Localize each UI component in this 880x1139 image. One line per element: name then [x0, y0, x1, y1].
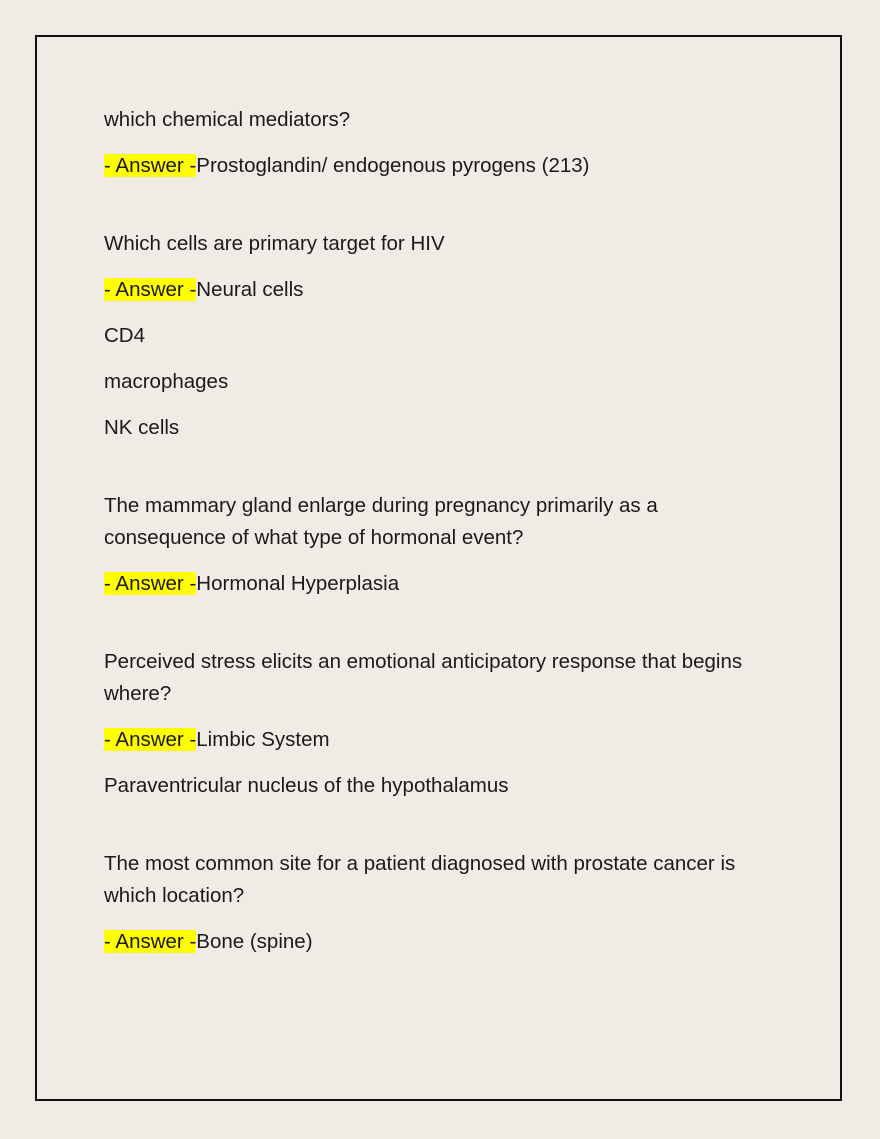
- answer-extra: macrophages: [104, 370, 229, 393]
- answer-line: [104, 724, 784, 756]
- answer-highlight: - Answer -: [104, 278, 197, 301]
- question-text: which chemical mediators?: [104, 108, 351, 131]
- answer-text: Neural cells: [196, 278, 304, 301]
- answer-text: Limbic System: [196, 728, 330, 751]
- answer-extra: NK cells: [104, 416, 180, 439]
- answer-line: [104, 926, 784, 958]
- question-text: The mammary gland enlarge during pregnancy primarily as a consequence of what type of hormonal event?: [104, 494, 658, 549]
- answer-extra: CD4: [104, 324, 146, 347]
- question-text: The most common site for a patient diagnosed with prostate cancer is which location?: [104, 852, 736, 907]
- answer-text: Hormonal Hyperplasia: [196, 572, 400, 595]
- answer-highlight: - Answer -: [104, 728, 197, 751]
- question-text: Which cells are primary target for HIV: [104, 232, 445, 255]
- answer-text: Prostoglandin/ endogenous pyrogens (213): [196, 154, 590, 177]
- answer-extra: Paraventricular nucleus of the hypothalamus: [104, 774, 509, 797]
- question-text: Perceived stress elicits an emotional anticipatory response that begins where?: [104, 650, 743, 705]
- answer-highlight: - Answer -: [104, 154, 197, 177]
- answer-line: [104, 274, 784, 306]
- answer-text: Bone (spine): [196, 930, 313, 953]
- answer-highlight: - Answer -: [104, 572, 197, 595]
- answer-line: [104, 150, 784, 182]
- qa-content: [104, 104, 784, 958]
- answer-line: [104, 568, 784, 600]
- answer-highlight: - Answer -: [104, 930, 197, 953]
